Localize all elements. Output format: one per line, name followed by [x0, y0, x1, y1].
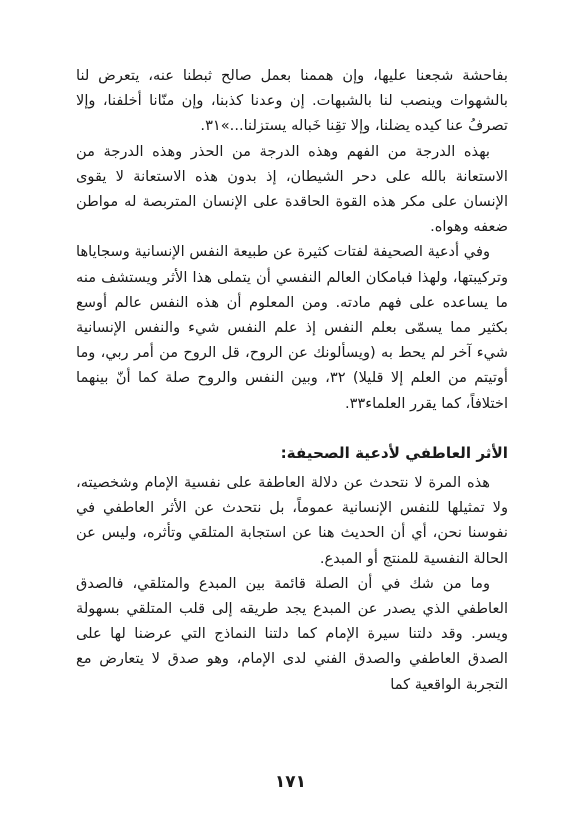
paragraph-4: هذه المرة لا نتحدث عن دلالة العاطفة على نفسية الإمام وشخصيته، ولا تمثيلها للنفس الإنسانية عموماً، بل نتحدث عن الأثر العاطفي في نفوسنا نحن، أي أن الحديث هنا عن استجابة المتلقي وتأثره، وليس عن الحالة النفسية للمنتج أو المبدع.	[76, 474, 508, 567]
section-heading: الأثر العاطفي لأدعية الصحيفة:	[280, 444, 508, 462]
paragraph-1: بفاحشة شجعنا عليها، وإن هممنا بعمل صالح ثبطنا عنه، يتعرض لنا بالشهوات وينصب لنا بالشبهات. إن وعدنا كذبنا، وإن منّانا أخلفنا، وإلا تصرفُ عنا كيده يضلنا، وإلا تقِنا خَباله يستزلنا...»٣١.	[76, 67, 508, 135]
paragraph-3: وفي أدعية الصحيفة لفتات كثيرة عن طبيعة النفس الإنسانية وسجاياها وتركيبتها، ولهذا فبامكان العالم النفسي أن يتملى هذا الأثر ويستشف منه ما يساعده على فهم مادته. ومن المعلوم أن هذه النفس عالم أوسع بكثير مما يسمّى بعلم النفس إذ علم النفس شيء والنفس الإنسانية شيء آخر لم يحط به (ويسألونك عن الروح، قل الروح من أمر ربي، وما أوتيتم من العلم إلا قليلا) ٣٢، وبين النفس والروح صلة كما أنّ بينهما اختلافاً، كما يقرر العلماء٣٣.	[76, 243, 508, 412]
paragraph-5: وما من شك في أن الصلة قائمة بين المبدع والمتلقي، فالصدق العاطفي الذي يصدر عن المبدع يجد طريقه إلى قلب المتلقي بسهولة ويسر. وقد دلتنا سيرة الإمام كما دلتنا النماذج التي عرضنا لها على الصدق العاطفي والصدق الفني لدى الإمام، وهو صدق لا يتعارض مع التجربة الواقعية كما	[76, 574, 508, 693]
paragraph-2: بهذه الدرجة من الفهم وهذه الدرجة من الحذر وهذه الدرجة من الاستعانة بالله على دحر الشيطان، إذ بدون هذه الاستعانة لا يقوى الإنسان على مكر هذه القوة الحاقدة على الإنسان المتربصة له مواطن ضعفه وهواه.	[76, 142, 508, 236]
body-text-bottom	[76, 470, 508, 697]
page-number: ١٧١	[274, 772, 307, 792]
body-text-top	[76, 63, 508, 416]
